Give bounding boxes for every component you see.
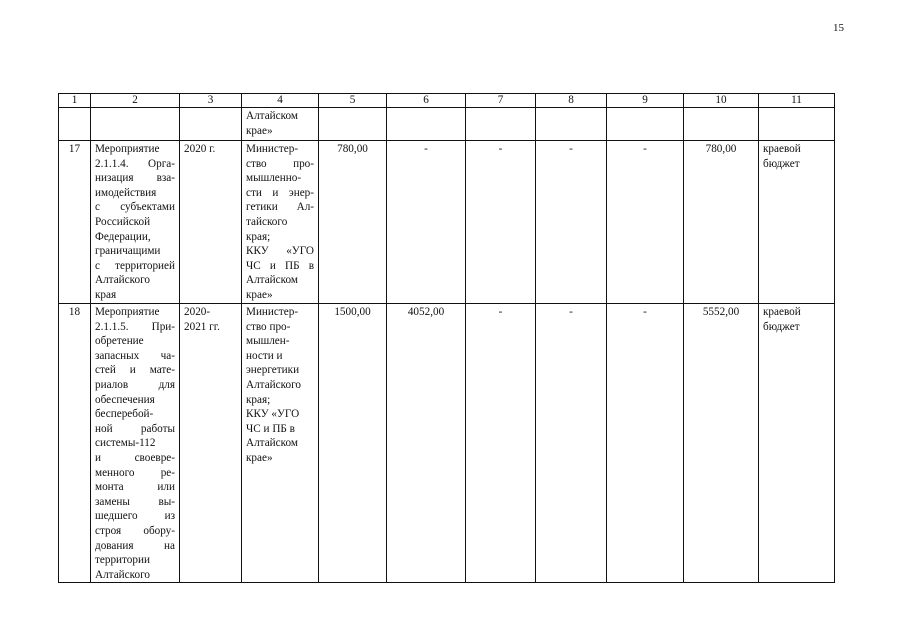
source-cell <box>759 141 835 304</box>
amount-cell: - <box>607 304 684 583</box>
period-cell <box>180 141 242 304</box>
cell-text-line: ЧС и ПБ в <box>246 259 314 272</box>
amount-cell: 780,00 <box>319 141 387 304</box>
cell-text-line: 2.1.1.5. При- <box>95 320 175 333</box>
cell-text-line: мышленно- <box>246 172 302 185</box>
event-cell <box>91 304 180 583</box>
cell-text-line: шедшего из <box>95 510 175 523</box>
cell-text-line: края; <box>246 230 271 243</box>
cell-text-line: системы-112 <box>95 437 156 450</box>
cell-text-line: Алтайском <box>246 110 298 122</box>
cell-text-line: Алтайского <box>95 568 150 581</box>
table-cell <box>59 108 91 141</box>
cell-text-line: граничащими <box>95 245 161 258</box>
cell-text-line: крае» <box>246 451 273 464</box>
cell-text-line: энергетики <box>246 364 300 377</box>
header-cell: 6 <box>387 94 466 108</box>
cell-text-line: Министер- <box>246 143 299 155</box>
amount-cell: - <box>466 304 536 583</box>
cell-text-line: 2021 гг. <box>184 320 220 333</box>
cell-text-line: Алтайском <box>246 437 298 450</box>
cell-text-line: Министер- <box>246 306 299 318</box>
header-cell: 5 <box>319 94 387 108</box>
cell-text-line: Алтайского <box>246 378 301 391</box>
header-cell: 4 <box>242 94 319 108</box>
cell-text-line: имодействия <box>95 186 157 199</box>
table-row-continuation <box>59 108 835 141</box>
cell-text-line: сти и энер- <box>246 186 314 199</box>
table-cell <box>759 108 835 141</box>
amount-cell: 1500,00 <box>319 304 387 583</box>
cell-text-line: ККУ «УГО <box>246 245 314 258</box>
cell-text-line: и своевре- <box>95 451 175 464</box>
event-cell <box>91 141 180 304</box>
table-cell <box>684 108 759 141</box>
cell-text-line: ство про- <box>246 157 314 170</box>
amount-cell: - <box>607 141 684 304</box>
table-cell <box>387 108 466 141</box>
cell-text-line: 2020- <box>184 306 211 318</box>
total-cell: 5552,00 <box>684 304 759 583</box>
amount-cell: - <box>536 304 607 583</box>
table-row <box>59 141 835 304</box>
cell-text-line: 2020 г. <box>184 143 216 155</box>
row-number-cell: 17 <box>59 141 91 304</box>
table-row <box>59 304 835 583</box>
header-cell: 8 <box>536 94 607 108</box>
cell-text-line: краевой <box>763 143 801 155</box>
cell-text-line: Алтайского <box>95 274 150 287</box>
cell-text-line: гетики Ал- <box>246 201 314 214</box>
cell-text-line: Федерации, <box>95 230 151 243</box>
cell-text-line: крае» <box>246 124 273 137</box>
cell-text-line: монта или <box>95 481 175 494</box>
table-cell <box>466 108 536 141</box>
cell-text-line: края <box>95 288 117 301</box>
header-cell: 9 <box>607 94 684 108</box>
budget-table <box>58 93 835 583</box>
cell-text-line: тайского <box>246 215 288 228</box>
header-cell: 2 <box>91 94 180 108</box>
amount-cell: 4052,00 <box>387 304 466 583</box>
cell-text-line: краевой <box>763 306 801 318</box>
cell-text-line: ности и <box>246 349 283 362</box>
executor-cell <box>242 108 319 141</box>
amount-cell: - <box>387 141 466 304</box>
table-cell <box>91 108 180 141</box>
cell-text-line: крае» <box>246 288 273 301</box>
source-cell <box>759 304 835 583</box>
cell-text-line: бесперебой- <box>95 408 154 421</box>
header-cell: 7 <box>466 94 536 108</box>
cell-text-line: дования на <box>95 539 175 552</box>
cell-text-line: ной работы <box>95 422 175 435</box>
cell-text-line: стей и мате- <box>95 364 175 377</box>
page-number: 15 <box>833 22 844 34</box>
header-cell: 3 <box>180 94 242 108</box>
cell-text-line: запасных ча- <box>95 349 175 362</box>
header-cell: 11 <box>759 94 835 108</box>
header-cell: 1 <box>59 94 91 108</box>
table-cell <box>180 108 242 141</box>
cell-text-line: бюджет <box>763 157 800 170</box>
cell-text-line: риалов для <box>95 378 175 391</box>
cell-text-line: ЧС и ПБ в <box>246 422 295 435</box>
amount-cell: - <box>466 141 536 304</box>
cell-text-line: ство про- <box>246 320 291 333</box>
table-cell <box>536 108 607 141</box>
cell-text-line: территории <box>95 554 150 567</box>
cell-text-line: строя обору- <box>95 524 175 537</box>
cell-text-line: обретение <box>95 335 144 348</box>
period-cell <box>180 304 242 583</box>
cell-text-line: Мероприятие <box>95 143 160 155</box>
header-row <box>59 94 835 108</box>
cell-text-line: замены вы- <box>95 495 175 508</box>
row-number-cell: 18 <box>59 304 91 583</box>
total-cell: 780,00 <box>684 141 759 304</box>
table-cell <box>319 108 387 141</box>
cell-text-line: мышлен- <box>246 335 290 348</box>
header-cell: 10 <box>684 94 759 108</box>
cell-text-line: менного ре- <box>95 466 175 479</box>
cell-text-line: 2.1.1.4. Орга- <box>95 157 175 170</box>
cell-text-line: с территорией <box>95 259 175 272</box>
cell-text-line: бюджет <box>763 320 800 333</box>
executor-cell <box>242 304 319 583</box>
cell-text-line: низация вза- <box>95 172 175 185</box>
executor-cell <box>242 141 319 304</box>
amount-cell: - <box>536 141 607 304</box>
table-cell <box>607 108 684 141</box>
cell-text-line: Мероприятие <box>95 306 160 318</box>
cell-text-line: края; <box>246 393 271 406</box>
cell-text-line: Российской <box>95 215 151 228</box>
cell-text-line: обеспечения <box>95 393 155 406</box>
cell-text-line: ККУ «УГО <box>246 408 300 421</box>
cell-text-line: с субъектами <box>95 201 175 214</box>
cell-text-line: Алтайском <box>246 274 298 287</box>
